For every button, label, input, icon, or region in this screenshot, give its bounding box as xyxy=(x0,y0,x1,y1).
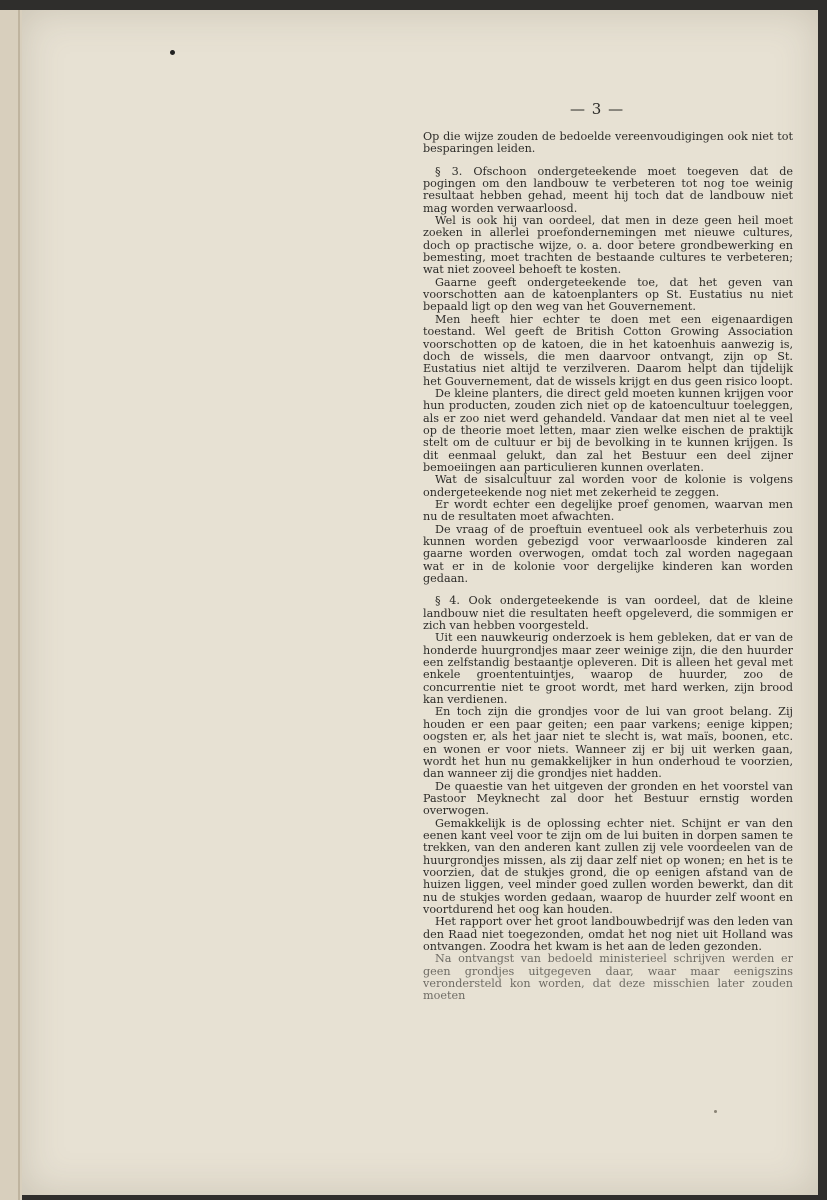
paragraph: Wel is ook hij van oordeel, dat men in deze geen heil moet zoeken in allerlei proefondernemingen met nieuwe cultures, doch op practische wijze, o. a. door betere grondbewerking en bemesting, moet trachten de bestaande cultures te verbeteren; wat niet zooveel behoeft te kosten. xyxy=(423,214,793,277)
paragraph: Op die wijze zouden de bedoelde vereenvoudigingen ook niet tot besparingen leiden. xyxy=(423,130,793,156)
paragraph: Uit een nauwkeurig onderzoek is hem gebleken, dat er van de honderde huurgrondjes maar zeer weinige zijn, die den huurder een zelfstandig bestaantje opleveren. Dit is alleen het geval met enkele groententuintjes, waarop de huurder, zoo de concurrentie niet te groot wordt, met hard werken, zijn brood kan verdienen. xyxy=(423,631,793,707)
paragraph-section-3: § 3. Ofschoon ondergeteekende moet toegeven dat de pogingen om den landbouw te verbeteren tot nog toe weinig resultaat hebben gehad, meent hij toch dat de landbouw niet mag worden verwaarloosd. xyxy=(423,164,793,215)
paragraph: Gemakkelijk is de oplossing echter niet. Schijnt er van den eenen kant veel voor te zijn om de lui buiten in dorpen samen te trekken, van den anderen kant zullen zij vele voordeelen van de huurgrondjes missen, als zij daar zelf niet op wonen; en het is te voorzien, dat de stukjes grond, die op eenigen afstand van de huizen liggen, veel minder goed zullen worden bewerkt, dan dit nu de stukjes worden gedaan, waarop de huurder zelf woont en voortdurend het oog kan houden. xyxy=(423,816,793,916)
paragraph: De kleine planters, die direct geld moeten kunnen krijgen voor hun producten, zouden zich niet op de katoencultuur toeleggen, als er zoo niet werd gehandeld. Vandaar dat men niet al te veel op de theorie moet letten, maar zien welke eischen de praktijk stelt om de cultuur er bij de bevolking in te kunnen krijgen. Is dit eenmaal gelukt, dan zal het Bestuur een deel zijner bemoeiingen aan particulieren kunnen overlaten. xyxy=(423,386,793,474)
paragraph: Het rapport over het groot landbouwbedrijf was den leden van den Raad niet toegezonden, omdat het nog niet uit Holland was ontvangen. Zoodra het kwam is het aan de leden gezonden. xyxy=(423,915,793,953)
paper-spot xyxy=(714,1110,717,1113)
body-text xyxy=(423,131,793,1003)
paragraph-section-4: § 4. Ook ondergeteekende is van oordeel, dat de kleine landbouw niet die resultaten heeft opgeleverd, die sommigen er zich van hebben voorgesteld. xyxy=(423,594,793,633)
paragraph: Gaarne geeft ondergeteekende toe, dat het geven van voorschotten aan de katoenplanters op St. Eustatius nu niet bepaald ligt op den weg van het Gouvernement. xyxy=(423,275,793,314)
paragraph: De vraag of de proeftuin eventueel ook als verbeterhuis zou kunnen worden gebezigd voor verwaarloosde kinderen zal gaarne worden overwogen, omdat toch zal worden nagegaan wat er in de kolonie voor dergelijke kinderen kan worden gedaan. xyxy=(423,522,793,586)
ink-dot xyxy=(170,50,175,55)
paragraph: Men heeft hier echter te doen met een eigenaardigen toestand. Wel geeft de British Cotton Growing Association voorschotten op de katoen, die in het katoenhuis aanwezig is, doch de wissels, die men daarvoor ontvangt, zijn op St. Eustatius niet altijd te verzilveren. Daarom helpt dan tijdelijk het Gouvernement, dat de wissels krijgt en dus geen risico loopt. xyxy=(423,312,793,388)
paragraph: Er wordt echter een degelijke proef genomen, waarvan men nu de resultaten moet afwachten. xyxy=(423,497,793,524)
previous-page-edge xyxy=(0,10,22,1200)
paragraph: En toch zijn die grondjes voor de lui van groot belang. Zij houden er een paar geiten; een paar varkens; eenige kippen; oogsten er, als het jaar niet te slecht is, wat maïs, boonen, etc. en wonen er voor niets. Wanneer zij er bij uit werken gaan, wordt het hun nu gemakkelijker in hun onderhoud te voorzien, dan wanneer zij die grondjes niet hadden. xyxy=(423,705,793,781)
paragraph: De quaestie van het uitgeven der gronden en het voorstel van Pastoor Meyknecht zal door het Bestuur ernstig worden overwogen. xyxy=(423,779,793,818)
paragraph: Na ontvangst van bedoeld ministerieel schrijven werden er geen grondjes uitgegeven daar, waar maar eenigszins verondersteld kon worden, dat deze misschien later zouden moeten xyxy=(423,952,793,1003)
paragraph: Wat de sisalcultuur zal worden voor de kolonie is volgens ondergeteekende nog niet met zekerheid te zeggen. xyxy=(423,473,793,499)
page-number: — 3 — xyxy=(570,100,625,118)
